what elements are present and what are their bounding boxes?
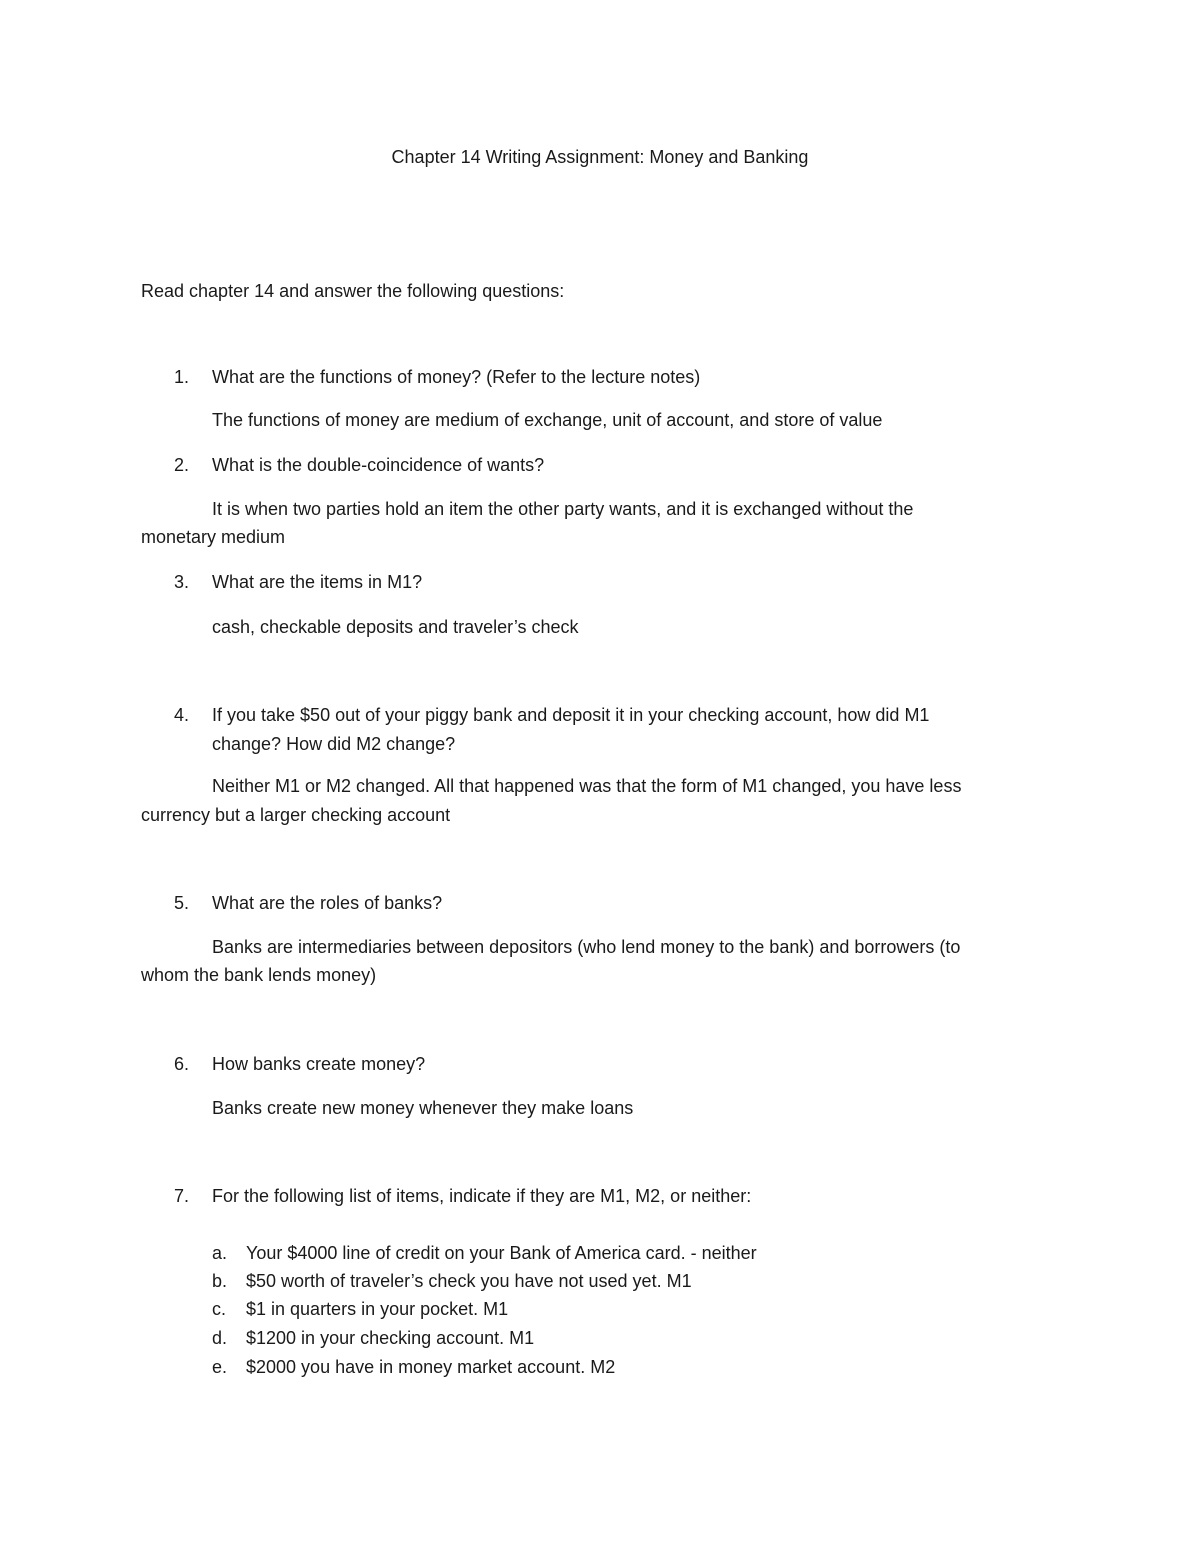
question-number: 3. — [174, 572, 190, 592]
question-text: What are the items in M1? — [212, 572, 423, 592]
question-number: 2. — [174, 455, 190, 475]
question-number: 6. — [174, 1054, 190, 1074]
answer-text: cash, checkable deposits and traveler’s check — [212, 617, 579, 637]
list-item: $2000 you have in money market account. M2 — [246, 1357, 616, 1377]
answer-text: Banks create new money whenever they make loans — [212, 1098, 634, 1118]
question-text: What are the functions of money? (Refer to the lecture notes) — [212, 367, 701, 387]
question-text: How banks create money? — [212, 1054, 426, 1074]
page-title: Chapter 14 Writing Assignment: Money and Banking — [391, 147, 809, 167]
answer-text: whom the bank lends money) — [141, 965, 377, 985]
question-text: If you take $50 out of your piggy bank and deposit it in your checking account, how did M1 — [212, 705, 930, 725]
answer-text: The functions of money are medium of exchange, unit of account, and store of value — [212, 410, 883, 430]
list-item-letter: d. — [212, 1328, 228, 1348]
answer-text: currency but a larger checking account — [141, 805, 451, 825]
answer-text: It is when two parties hold an item the other party wants, and it is exchanged without the — [212, 499, 914, 519]
question-text: For the following list of items, indicate if they are M1, M2, or neither: — [212, 1186, 752, 1206]
answer-text: monetary medium — [141, 527, 286, 547]
question-number: 1. — [174, 367, 190, 387]
question-text: What is the double-coincidence of wants? — [212, 455, 545, 475]
question-number: 7. — [174, 1186, 190, 1206]
list-item: $1 in quarters in your pocket. M1 — [246, 1299, 509, 1319]
list-item-letter: e. — [212, 1357, 228, 1377]
list-item-letter: b. — [212, 1271, 228, 1291]
list-item-letter: c. — [212, 1299, 227, 1319]
question-text: change? How did M2 change? — [212, 734, 456, 754]
list-item: $1200 in your checking account. M1 — [246, 1328, 535, 1348]
list-item: $50 worth of traveler’s check you have not used yet. M1 — [246, 1271, 692, 1291]
answer-text: Banks are intermediaries between depositors (who lend money to the bank) and borrowers (to — [212, 937, 961, 957]
list-item-letter: a. — [212, 1243, 228, 1263]
intro-text: Read chapter 14 and answer the following questions: — [141, 281, 565, 301]
list-item: Your $4000 line of credit on your Bank of America card. - neither — [246, 1243, 757, 1263]
question-number: 5. — [174, 893, 190, 913]
question-text: What are the roles of banks? — [212, 893, 443, 913]
answer-text: Neither M1 or M2 changed. All that happened was that the form of M1 changed, you have less — [212, 776, 962, 796]
question-number: 4. — [174, 705, 190, 725]
